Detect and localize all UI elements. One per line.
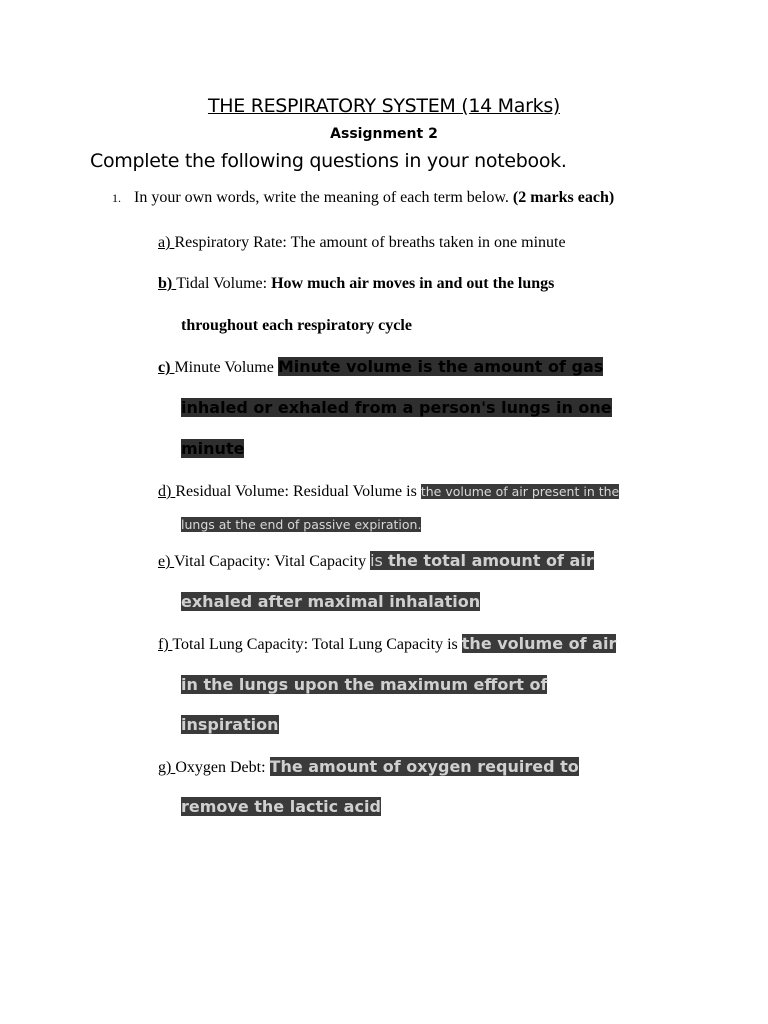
- item-e-term: Vital Capacity: Vital Capacity: [174, 553, 371, 570]
- item-d-answer: the volume of air present in the: [420, 484, 620, 499]
- item-g-answer-line2: remove the lactic acid: [181, 797, 381, 816]
- question-1: [112, 189, 614, 207]
- item-c-answer-end: [181, 439, 244, 459]
- item-f: [158, 634, 616, 654]
- page-title: THE RESPIRATORY SYSTEM (14 Marks): [207, 95, 561, 117]
- item-a-text: Respiratory Rate: The amount of breaths taken in one minute: [174, 234, 566, 251]
- item-c-answer-cont: [181, 398, 612, 418]
- item-e-answer-line2: exhaled after maximal inhalation: [181, 592, 481, 611]
- item-f-answer-line2: in the lungs upon the maximum effort of: [181, 675, 548, 694]
- item-f-answer-line3: inspiration: [181, 715, 279, 734]
- item-f-term: Total Lung Capacity: Total Lung Capacity is: [172, 636, 462, 653]
- item-d-term: Residual Volume: Residual Volume is: [175, 483, 421, 500]
- item-a: [158, 234, 566, 252]
- question-number: 1.: [112, 191, 121, 205]
- item-f-answer-cont: [181, 675, 547, 695]
- item-d-answer-line2: lungs at the end of passive expiration.: [181, 517, 422, 532]
- item-b-answer-cont: throughout each respiratory cycle: [181, 317, 412, 334]
- item-f-letter: f): [158, 636, 173, 653]
- instruction-text: Complete the following questions in your notebook.: [90, 150, 567, 172]
- item-c-answer: Minute volume is the amount of gas: [277, 357, 604, 376]
- item-e-answer-cont: [181, 592, 480, 612]
- item-b: [158, 275, 554, 293]
- question-marks: (2 marks each): [512, 189, 615, 206]
- item-b-term: Tidal Volume:: [176, 275, 272, 292]
- item-c-letter: c): [158, 359, 175, 376]
- question-text: In your own words, write the meaning of each term below.: [134, 189, 513, 206]
- item-c: [158, 357, 603, 377]
- page-subtitle: Assignment 2: [330, 126, 438, 142]
- item-b-letter: b): [158, 275, 177, 292]
- item-a-letter: a): [158, 234, 175, 251]
- item-g-answer-cont: [181, 797, 381, 817]
- item-c-answer-line3: minute: [181, 439, 245, 458]
- item-d-answer-cont: [181, 516, 421, 534]
- item-b-answer: How much air moves in and out the lungs: [271, 275, 555, 292]
- item-e-letter: e): [158, 553, 175, 570]
- item-g-answer: The amount of oxygen required to: [269, 757, 579, 776]
- item-c-answer-line2: inhaled or exhaled from a person's lungs in one: [181, 398, 612, 417]
- item-f-answer-end: [181, 715, 279, 735]
- item-g: [158, 757, 579, 777]
- item-d-letter: d): [158, 483, 176, 500]
- item-e-answer: the total amount of air: [387, 551, 594, 570]
- item-g-letter: g): [158, 759, 176, 776]
- item-e-answer-is: is: [370, 551, 388, 570]
- item-f-answer: the volume of air: [461, 634, 617, 653]
- item-d: [158, 483, 619, 501]
- item-g-term: Oxygen Debt:: [175, 759, 270, 776]
- item-c-term: Minute Volume: [174, 359, 278, 376]
- item-e: [158, 551, 594, 571]
